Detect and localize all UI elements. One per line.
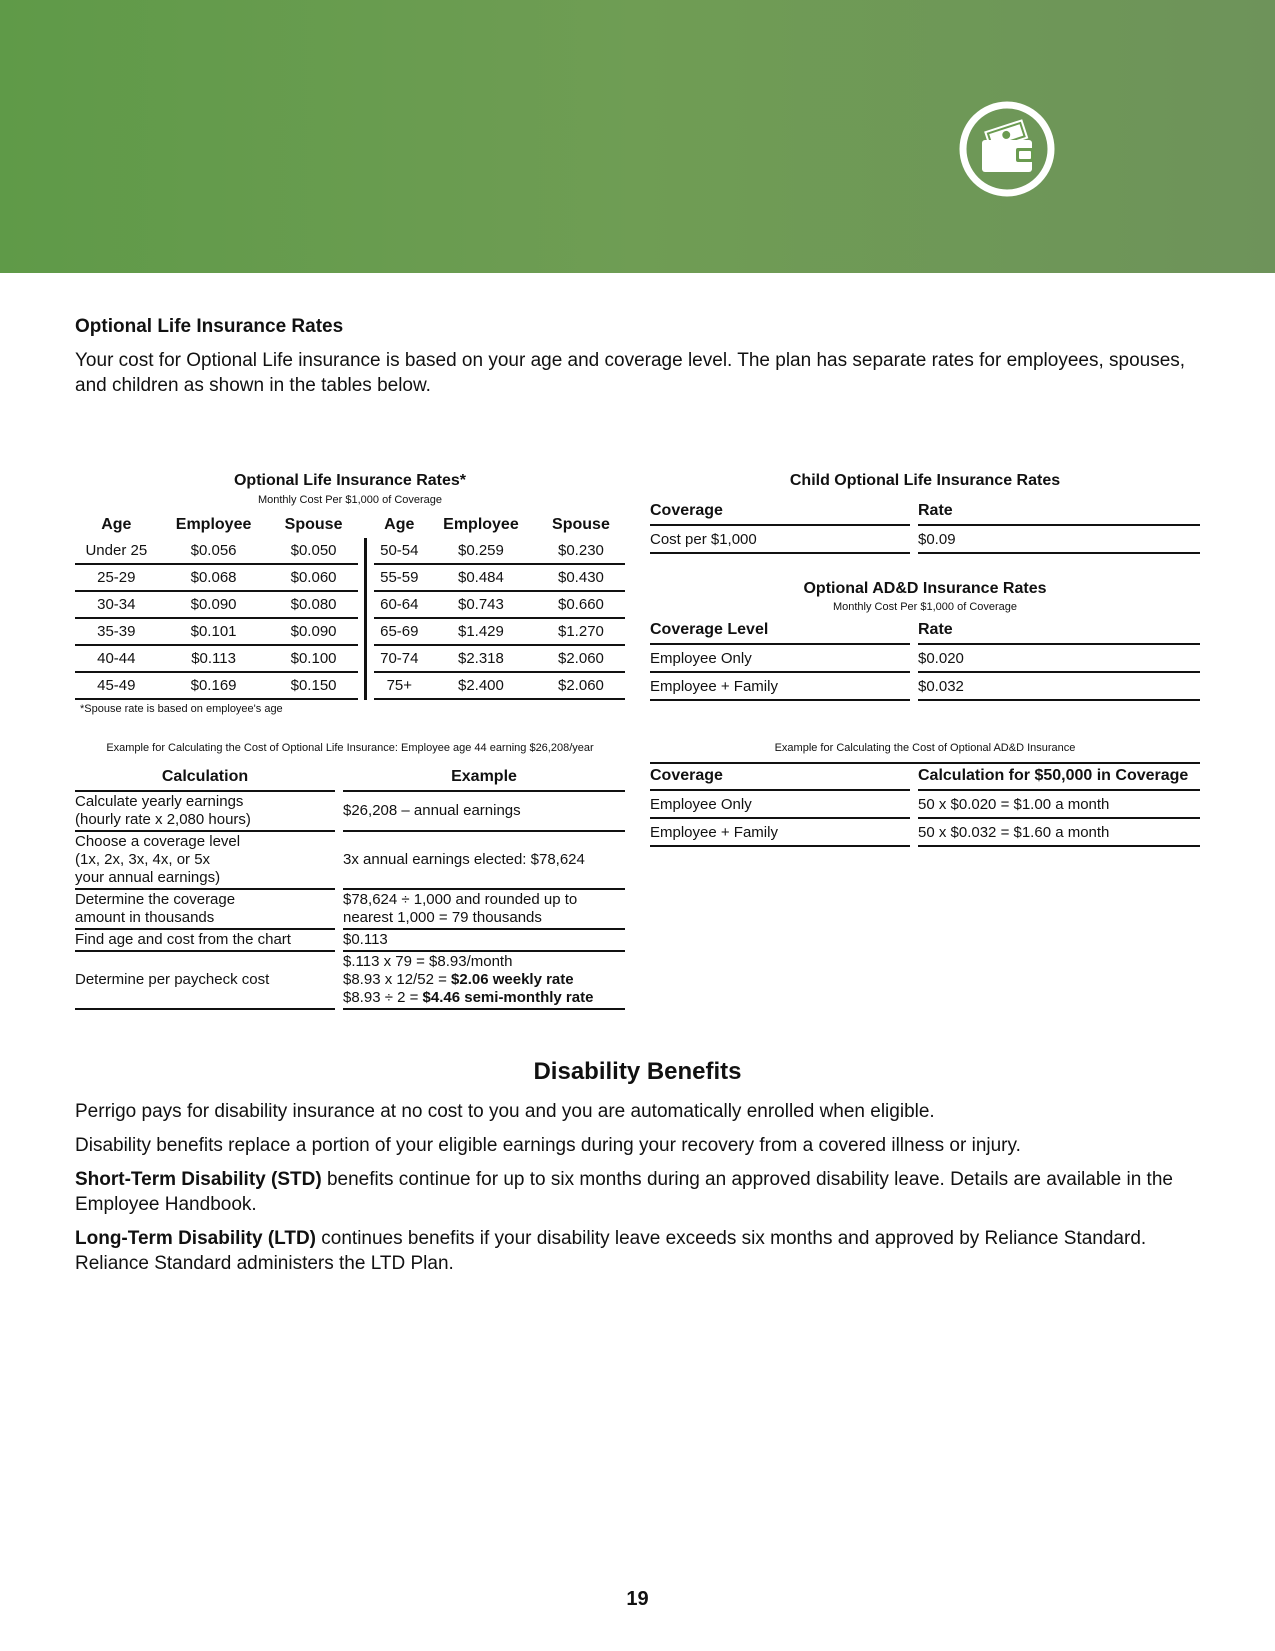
column-header: Calculation — [75, 764, 335, 792]
column-gap — [910, 617, 918, 645]
table-cell: 60-64 — [374, 592, 425, 619]
table-cell: $2.400 — [425, 673, 537, 700]
table-cell: 35-39 — [75, 619, 158, 646]
column-header: Coverage Level — [650, 617, 910, 645]
calc-step-line: Choose a coverage level — [75, 833, 241, 850]
table-cell: $0.068 — [158, 565, 270, 592]
calc-example — [343, 832, 625, 890]
column-gap — [335, 764, 343, 792]
column-header: Employee — [443, 516, 519, 533]
rates-table-subtitle: Monthly Cost Per $1,000 of Coverage — [257, 494, 443, 506]
column-header: Age — [384, 516, 415, 533]
weekly-rate-line — [343, 971, 625, 989]
column-gap — [335, 890, 343, 930]
table-cell: 40-44 — [75, 646, 158, 673]
calc-step-line: your annual earnings) — [75, 869, 221, 886]
table-cell: $0.020 — [918, 645, 1200, 673]
table-cell: $0.090 — [158, 592, 270, 619]
table-row — [75, 673, 625, 700]
calc-example — [343, 890, 625, 930]
column-gap — [910, 819, 918, 847]
semi-monthly-rate-line — [343, 989, 625, 1007]
table-row — [650, 673, 1200, 701]
table-cell: $0.050 — [270, 538, 358, 565]
column-header: Rate — [918, 617, 1200, 645]
table-cell: $0.259 — [425, 538, 537, 565]
calc-step-line: Calculate yearly earnings — [75, 793, 244, 810]
table-cell: $2.318 — [425, 646, 537, 673]
table-cell: Employee Only — [650, 645, 910, 673]
calc-example-table — [75, 764, 625, 1010]
page-number: 19 — [626, 1588, 649, 1610]
column-divider — [358, 592, 374, 619]
calc-step — [75, 930, 335, 952]
table-row — [75, 538, 625, 565]
table-cell: 50 x $0.032 = $1.60 a month — [918, 819, 1200, 847]
disability-paragraph: Perrigo pays for disability insurance at no cost to you and you are automatically enrolled when eligible. — [75, 1101, 935, 1122]
table-header-row — [75, 764, 625, 792]
calc-step — [75, 792, 335, 832]
column-gap — [910, 645, 918, 673]
std-term: Short-Term Disability (STD) — [75, 1169, 322, 1190]
table-row — [75, 619, 625, 646]
rates-table-title: Optional Life Insurance Rates* — [233, 472, 467, 489]
header-banner — [0, 0, 1275, 273]
column-divider — [358, 673, 374, 700]
table-cell: $0.060 — [270, 565, 358, 592]
weekly-rate-result: $2.06 weekly rate — [451, 971, 574, 988]
column-header: Spouse — [284, 516, 343, 533]
table-cell: $0.101 — [158, 619, 270, 646]
table-row — [75, 592, 625, 619]
table-cell: Under 25 — [75, 538, 158, 565]
table-header-row — [650, 498, 1200, 526]
table-cell: $1.270 — [537, 619, 625, 646]
table-cell: 70-74 — [374, 646, 425, 673]
child-rates-table — [650, 498, 1200, 554]
table-cell: Employee Only — [650, 791, 910, 819]
column-gap — [910, 673, 918, 701]
ltd-paragraph — [75, 1226, 1200, 1276]
table-row — [650, 526, 1200, 554]
table-cell: Cost per $1,000 — [650, 526, 910, 554]
column-header: Spouse — [552, 516, 610, 533]
column-header: Age — [101, 516, 132, 533]
spouse-rate-footnote: *Spouse rate is based on employee's age — [80, 703, 283, 715]
table-cell: Employee + Family — [650, 673, 910, 701]
column-gap — [910, 763, 918, 791]
disability-title: Disability Benefits — [533, 1058, 742, 1085]
table-cell: $0.743 — [425, 592, 537, 619]
column-header: Rate — [918, 498, 1200, 526]
table-cell: $2.060 — [537, 673, 625, 700]
table-cell: $2.060 — [537, 646, 625, 673]
table-row — [650, 819, 1200, 847]
table-cell: $0.150 — [270, 673, 358, 700]
table-cell: 45-49 — [75, 673, 158, 700]
table-cell: $0.056 — [158, 538, 270, 565]
table-cell: $0.660 — [537, 592, 625, 619]
table-header-row — [650, 617, 1200, 645]
calc-step-line: Find age and cost from the chart — [75, 931, 291, 948]
std-paragraph — [75, 1167, 1200, 1217]
add-example-title: Example for Calculating the Cost of Optional AD&D Insurance — [650, 742, 1200, 764]
table-cell: $0.169 — [158, 673, 270, 700]
column-header: Example — [343, 764, 625, 792]
table-cell: $0.032 — [918, 673, 1200, 701]
table-cell: 50 x $0.020 = $1.00 a month — [918, 791, 1200, 819]
section-title: Optional Life Insurance Rates — [75, 316, 344, 337]
column-gap — [910, 526, 918, 554]
table-cell: $0.09 — [918, 526, 1200, 554]
calc-example-line: $0.113 — [343, 931, 388, 948]
column-gap — [910, 791, 918, 819]
calc-step-line: amount in thousands — [75, 909, 215, 926]
column-header: Coverage — [650, 498, 910, 526]
ltd-description: continues benefits if your disability leave exceeds six months and approved by Reliance Standard. Reliance Standard administers the LTD Plan. — [75, 1228, 1147, 1274]
table-row — [650, 791, 1200, 819]
table-row — [75, 832, 625, 890]
table-row — [75, 646, 625, 673]
column-header: Coverage — [650, 763, 910, 791]
table-cell: 25-29 — [75, 565, 158, 592]
table-row — [75, 792, 625, 832]
disability-paragraph: Disability benefits replace a portion of your eligible earnings during your recovery from a covered illness or injury. — [75, 1135, 1021, 1156]
table-cell: 65-69 — [374, 619, 425, 646]
add-rates-table — [650, 617, 1200, 701]
table-row — [75, 565, 625, 592]
table-cell: Employee + Family — [650, 819, 910, 847]
table-row — [650, 645, 1200, 673]
table-row — [75, 890, 625, 930]
column-divider — [358, 646, 374, 673]
calc-example — [343, 930, 625, 952]
calc-step — [75, 890, 335, 930]
column-header: Employee — [175, 516, 252, 533]
table-cell: $1.429 — [425, 619, 537, 646]
column-gap — [335, 930, 343, 952]
calc-step — [75, 952, 335, 1010]
weekly-rate-prefix: $8.93 x 12/52 = — [343, 971, 452, 988]
column-gap — [910, 498, 918, 526]
column-gap — [335, 952, 343, 1010]
table-cell: $0.484 — [425, 565, 537, 592]
calc-example-line: 3x annual earnings elected: $78,624 — [343, 851, 585, 868]
calc-step-line: (1x, 2x, 3x, 4x, or 5x — [75, 851, 211, 868]
calc-step-line: Determine the coverage — [75, 891, 236, 908]
table-cell: $0.430 — [537, 565, 625, 592]
ltd-term: Long-Term Disability (LTD) — [75, 1228, 317, 1249]
child-rates-title: Child Optional Life Insurance Rates — [789, 472, 1061, 489]
table-row — [75, 952, 625, 1010]
optional-life-rates-table — [75, 512, 625, 700]
column-divider — [358, 538, 374, 565]
calc-example-line: $.113 x 79 = $8.93/month — [343, 953, 513, 970]
calc-example — [343, 792, 625, 832]
table-row — [75, 930, 625, 952]
column-divider — [358, 619, 374, 646]
add-rates-title: Optional AD&D Insurance Rates — [803, 580, 1047, 597]
section-intro: Your cost for Optional Life insurance is based on your age and coverage level. The plan has separate rates for employees, spouses, and children as shown in the tables below. — [75, 350, 1186, 396]
column-gap — [358, 512, 374, 538]
table-cell: $0.090 — [270, 619, 358, 646]
column-header: Calculation for $50,000 in Coverage — [918, 763, 1200, 791]
table-cell: 50-54 — [374, 538, 425, 565]
column-gap — [335, 832, 343, 890]
table-cell: $0.080 — [270, 592, 358, 619]
calc-step-line: Determine per paycheck cost — [75, 971, 270, 988]
column-gap — [335, 792, 343, 832]
table-cell: 75+ — [374, 673, 425, 700]
table-cell: $0.230 — [537, 538, 625, 565]
std-description: benefits continue for up to six months during an approved disability leave. Details are available in the Employee Handbook. — [75, 1169, 1173, 1215]
calc-example-line: $26,208 – annual earnings — [343, 802, 521, 819]
calc-example-line: $78,624 ÷ 1,000 and rounded up to — [343, 891, 578, 908]
table-header-row — [650, 763, 1200, 791]
add-example-table — [650, 763, 1200, 847]
calc-example-line: nearest 1,000 = 79 thousands — [343, 909, 542, 926]
calc-step — [75, 832, 335, 890]
add-rates-subtitle: Monthly Cost Per $1,000 of Coverage — [832, 601, 1018, 613]
calc-example — [343, 952, 625, 1010]
semi-monthly-rate-prefix: $8.93 ÷ 2 = — [343, 989, 423, 1006]
calc-example-title: Example for Calculating the Cost of Optional Life Insurance: Employee age 44 earning $26,208/year — [106, 742, 594, 754]
semi-monthly-rate-result: $4.46 semi-monthly rate — [422, 989, 594, 1006]
table-cell: $0.113 — [158, 646, 270, 673]
table-cell: 30-34 — [75, 592, 158, 619]
column-divider — [358, 565, 374, 592]
wallet-with-cash-icon — [958, 100, 1056, 198]
table-header-row — [75, 512, 625, 538]
calc-step-line: (hourly rate x 2,080 hours) — [75, 811, 251, 828]
table-cell: $0.100 — [270, 646, 358, 673]
table-cell: 55-59 — [374, 565, 425, 592]
